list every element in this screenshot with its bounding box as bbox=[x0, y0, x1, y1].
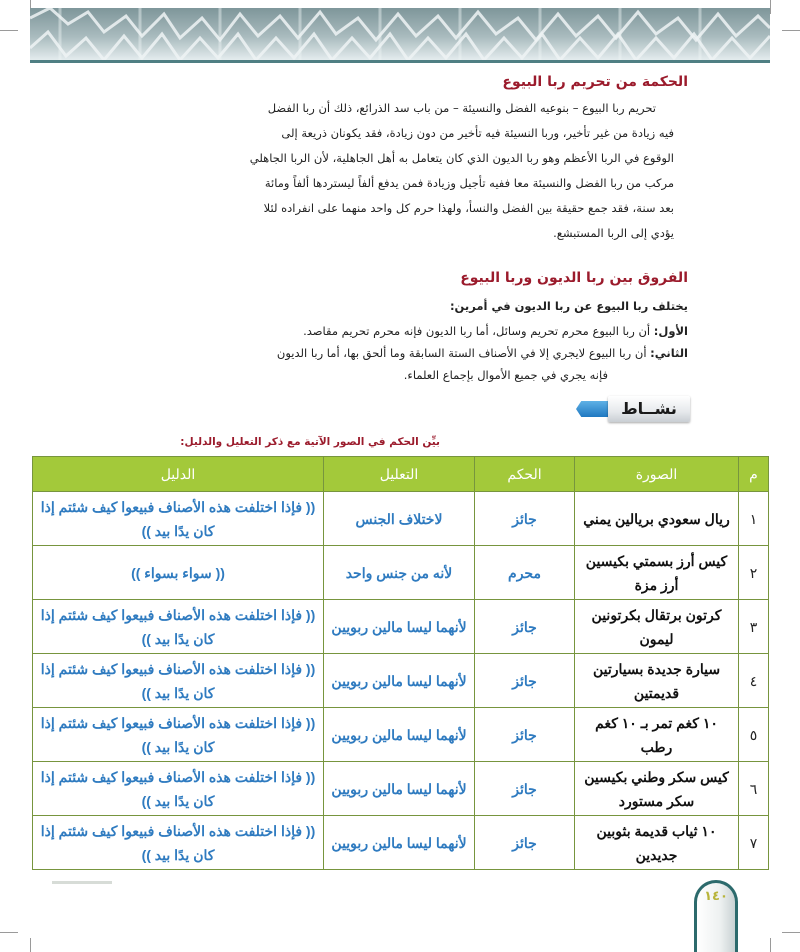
wisdom-paragraph bbox=[114, 96, 674, 246]
header-num: م bbox=[739, 457, 769, 492]
row-num: ٦ bbox=[739, 762, 769, 816]
crop-mark bbox=[782, 932, 800, 933]
header-ruling: الحكم bbox=[475, 457, 575, 492]
row-reason: لأنهما ليسا مالين ربويين bbox=[324, 708, 475, 762]
paragraph-line: الوقوع في الربا الأعظم وهو ربا الديون الذي كان يتعامل به أهل الجاهلية، لأن الربا الجاهلي bbox=[249, 151, 674, 165]
row-case: ريال سعودي بريالين يمني bbox=[575, 492, 739, 546]
row-ruling: جائز bbox=[475, 492, 575, 546]
table-row bbox=[33, 546, 769, 600]
row-case: كيس أرز بسمتي بكيسين أرز مزة bbox=[575, 546, 739, 600]
paragraph-line: فيه زيادة من غير تأخير، وربا النسيئة فيه تأخير من دون زيادة، فقد يكونان ذريعة إلى bbox=[281, 126, 674, 140]
row-case: كيس سكر وطني بكيسين سكر مستورد bbox=[575, 762, 739, 816]
table-row bbox=[33, 492, 769, 546]
table-row bbox=[33, 762, 769, 816]
banner-divider bbox=[30, 60, 770, 63]
crop-mark bbox=[0, 932, 18, 933]
header-case: الصورة bbox=[575, 457, 739, 492]
table-row bbox=[33, 600, 769, 654]
row-reason: لأنهما ليسا مالين ربويين bbox=[324, 654, 475, 708]
crop-mark bbox=[782, 30, 800, 31]
section-title-wisdom: الحكمة من تحريم ربا البيوع bbox=[502, 74, 688, 90]
row-ruling: جائز bbox=[475, 708, 575, 762]
difference-text: أن ربا البيوع لايجري إلا في الأصناف الستة السابقة وما ألحق بها، أما ربا الديون bbox=[276, 346, 651, 360]
difference-item bbox=[98, 342, 688, 364]
decorative-banner bbox=[30, 8, 770, 60]
row-evidence: (( فإذا اختلفت هذه الأصناف فبيعوا كيف شئتم إذا كان يدًا بيد )) bbox=[33, 816, 324, 870]
activity-badge bbox=[576, 396, 690, 422]
differences-list bbox=[98, 320, 688, 386]
row-num: ٧ bbox=[739, 816, 769, 870]
row-evidence: (( فإذا اختلفت هذه الأصناف فبيعوا كيف شئتم إذا كان يدًا بيد )) bbox=[33, 654, 324, 708]
difference-item bbox=[98, 320, 688, 342]
difference-continuation: فإنه يجري في جميع الأموال بإجماع العلماء. bbox=[403, 368, 608, 382]
row-num: ٢ bbox=[739, 546, 769, 600]
row-reason: لأنهما ليسا مالين ربويين bbox=[324, 762, 475, 816]
row-num: ١ bbox=[739, 492, 769, 546]
crop-mark bbox=[0, 30, 18, 31]
row-reason: لأنه من جنس واحد bbox=[324, 546, 475, 600]
activity-label: نشــاط bbox=[608, 396, 690, 422]
row-reason: لأنهما ليسا مالين ربويين bbox=[324, 816, 475, 870]
difference-label: الأول: bbox=[653, 324, 688, 338]
row-ruling: جائز bbox=[475, 762, 575, 816]
crop-mark bbox=[770, 938, 771, 952]
activity-instruction: بيِّن الحكم في الصور الآتية مع ذكر التعليل والدليل: bbox=[180, 436, 440, 448]
row-ruling: جائز bbox=[475, 816, 575, 870]
row-ruling: جائز bbox=[475, 654, 575, 708]
paragraph-line: تحريم ربا البيوع – بنوعيه الفضل والنسيئة – من باب سد الذرائع، ذلك أن ربا الفضل bbox=[267, 101, 656, 115]
row-evidence: (( فإذا اختلفت هذه الأصناف فبيعوا كيف شئتم إذا كان يدًا بيد )) bbox=[33, 600, 324, 654]
table-row bbox=[33, 654, 769, 708]
difference-label: الثاني: bbox=[650, 346, 688, 360]
differences-intro: يختلف ربا البيوع عن ربا الديون في أمرين: bbox=[449, 299, 688, 313]
paragraph-line: بعد سنة، فقد جمع حقيقة بين الفضل والنسأ، ولهذا حرم كل واحد منهما على انفراده لئلا bbox=[263, 201, 674, 215]
row-case: سيارة جديدة بسيارتين قديمتين bbox=[575, 654, 739, 708]
paragraph-line: يؤدي إلى الربا المستبشع. bbox=[553, 226, 674, 240]
header-reason: التعليل bbox=[324, 457, 475, 492]
crop-mark bbox=[770, 0, 771, 14]
table-row bbox=[33, 708, 769, 762]
footer-mark bbox=[52, 881, 112, 884]
row-case: كرتون برتقال بكرتونين ليمون bbox=[575, 600, 739, 654]
rulings-table bbox=[32, 456, 769, 870]
row-case: ١٠ كغم تمر بـ ١٠ كغم رطب bbox=[575, 708, 739, 762]
paragraph-line: مركب من ربا الفضل والنسيئة معا ففيه تأجيل وزيادة فمن يدفع ألفاً ليستردها ألفاً ومائة bbox=[264, 176, 674, 190]
row-reason: لأنهما ليسا مالين ربويين bbox=[324, 600, 475, 654]
row-reason: لاختلاف الجنس bbox=[324, 492, 475, 546]
crop-mark bbox=[30, 938, 31, 952]
row-ruling: جائز bbox=[475, 600, 575, 654]
page-number-tab bbox=[694, 880, 738, 952]
row-evidence: (( فإذا اختلفت هذه الأصناف فبيعوا كيف شئتم إذا كان يدًا بيد )) bbox=[33, 708, 324, 762]
geometric-pattern-icon bbox=[30, 8, 770, 60]
table-row bbox=[33, 816, 769, 870]
header-evidence: الدليل bbox=[33, 457, 324, 492]
row-num: ٤ bbox=[739, 654, 769, 708]
page-number: ١٤٠ bbox=[704, 889, 728, 904]
difference-text: أن ربا البيوع محرم تحريم وسائل، أما ربا الديون فإنه محرم تحريم مقاصد. bbox=[303, 324, 654, 338]
row-num: ٣ bbox=[739, 600, 769, 654]
row-evidence: (( فإذا اختلفت هذه الأصناف فبيعوا كيف شئتم إذا كان يدًا بيد )) bbox=[33, 762, 324, 816]
table-header-row bbox=[33, 457, 769, 492]
row-num: ٥ bbox=[739, 708, 769, 762]
row-ruling: محرم bbox=[475, 546, 575, 600]
row-case: ١٠ ثياب قديمة بثوبين جديدين bbox=[575, 816, 739, 870]
row-evidence: (( سواء بسواء )) bbox=[33, 546, 324, 600]
section-title-differences: الفروق بين ربا الديون وربا البيوع bbox=[460, 270, 688, 286]
row-evidence: (( فإذا اختلفت هذه الأصناف فبيعوا كيف شئتم إذا كان يدًا بيد )) bbox=[33, 492, 324, 546]
